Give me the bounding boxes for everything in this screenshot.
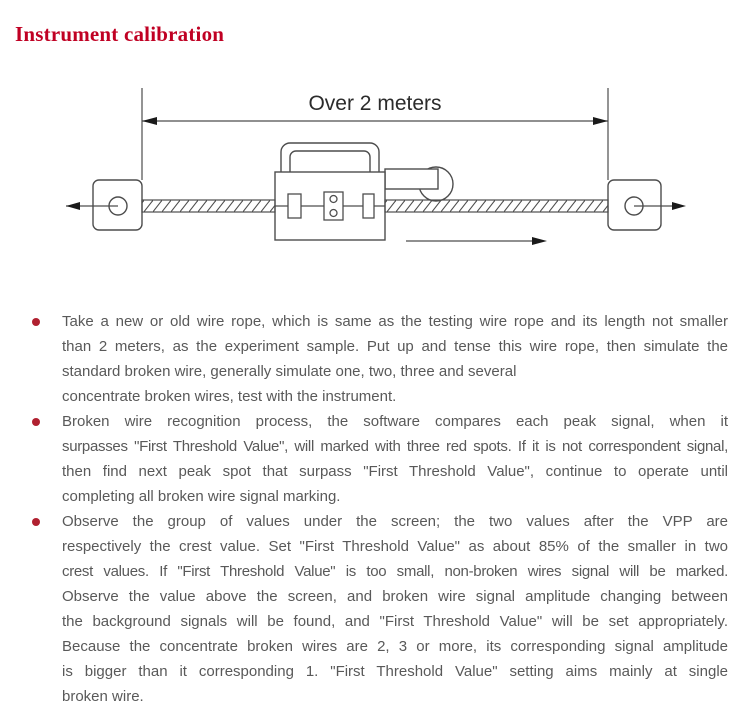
text-line: the background signals will be found, and "First Threshold Value" will be set appropriately. — [62, 613, 728, 630]
page-title: Instrument calibration — [15, 22, 225, 46]
text-line: completing all broken wire signal marking. — [62, 488, 341, 505]
right-anchor-clamp — [608, 180, 686, 230]
text-line: Broken wire recognition process, the software compares each peak signal, when it — [62, 413, 728, 430]
text-line: crest values. If "First Threshold Value" is too small, non-broken wires signal will be marked. — [62, 563, 728, 580]
text-line: then find next peak spot that surpass "First Threshold Value", continue to operate until — [62, 463, 728, 480]
dimension-label: Over 2 meters — [308, 92, 442, 115]
list-item-sample-preparation — [30, 309, 728, 409]
dimension-arrowhead-left-icon — [142, 117, 157, 125]
wire-rope-left — [142, 200, 275, 212]
bullet-dot-icon — [32, 318, 40, 326]
detector — [275, 143, 453, 240]
text-line: broken wire. — [62, 688, 144, 705]
probe-arm — [385, 169, 438, 189]
bullet-dot-icon — [32, 518, 40, 526]
tension-arrow-right-icon — [672, 202, 686, 210]
instructions-list — [30, 309, 728, 709]
bullet-dot-icon — [32, 418, 40, 426]
sensor-hole-bottom-icon — [330, 210, 337, 217]
text-line: concentrate broken wires, test with the instrument. — [62, 388, 397, 405]
text-line: than 2 meters, as the experiment sample. Put up and tense this wire rope, then simulate the — [62, 338, 728, 355]
wire-rope-right — [385, 200, 608, 212]
diagram-canvas — [0, 80, 750, 260]
text-line: standard broken wire, generally simulate one, two, three and several — [62, 363, 517, 380]
list-item-recognition-process — [30, 409, 728, 509]
detector-internals — [275, 192, 385, 220]
clamp-block-left — [288, 194, 301, 218]
text-line: Observe the group of values under the screen; the two values after the VPP are — [62, 513, 728, 530]
list-item-threshold-setting — [30, 509, 728, 709]
left-anchor-clamp — [66, 180, 142, 230]
tension-arrow-left-icon — [66, 202, 80, 210]
text-line: surpasses "First Threshold Value", will marked with three red spots. If it is not correspondent signal, — [62, 438, 728, 455]
text-line: Because the concentrate broken wires are 2, 3 or more, its corresponding signal amplitude — [62, 638, 728, 655]
text-line: Take a new or old wire rope, which is same as the testing wire rope and its length not smaller — [62, 313, 728, 330]
motion-arrowhead-icon — [532, 237, 547, 245]
motion-direction-arrow — [406, 237, 547, 245]
text-line: Observe the value above the screen, and broken wire signal amplitude changing between — [62, 588, 728, 605]
calibration-diagram — [0, 80, 750, 260]
text-line: respectively the crest value. Set "First Threshold Value" as about 85% of the smaller in two — [62, 538, 728, 555]
sensor-hole-top-icon — [330, 196, 337, 203]
text-line: is bigger than it corresponding 1. "First Threshold Value" setting aims mainly at single — [62, 663, 728, 680]
dimension-arrowhead-right-icon — [593, 117, 608, 125]
clamp-block-right — [363, 194, 374, 218]
